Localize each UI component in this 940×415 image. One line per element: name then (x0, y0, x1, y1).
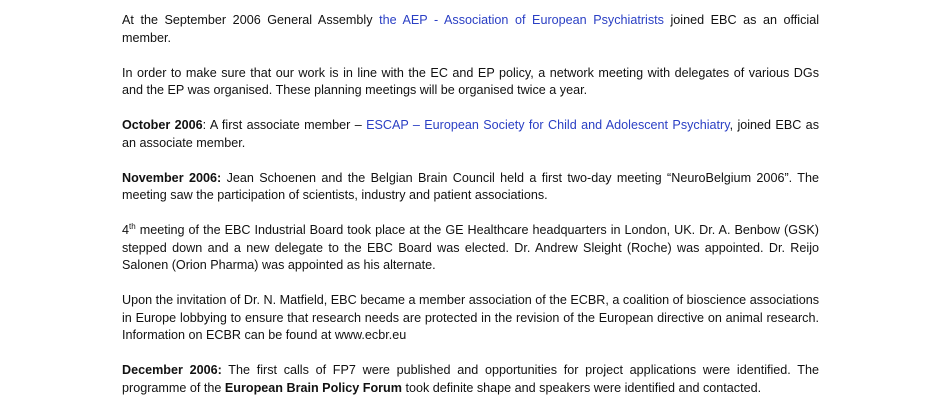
paragraph-text: meeting of the EBC Industrial Board took place at the GE Healthcare headquarters in London, UK. Dr. A. Benbow (GSK) stepped down and a new delegate to the EBC Board was elected. Dr. Andrew Sleight (Roche) was appointed. Dr. Reijo Salonen (Orion Pharma) was appointed as his alternate. (122, 223, 819, 272)
document-body (122, 12, 819, 415)
paragraph-text: : A first associate member – (202, 118, 367, 132)
paragraph-text: At the September 2006 General Assembly (122, 13, 380, 27)
paragraph-december-2006 (122, 362, 819, 397)
paragraph-text: , joined EBC as an associate member. (122, 118, 819, 150)
forum-name: European Brain Policy Forum (224, 380, 402, 395)
paragraph-industrial-board (122, 222, 819, 275)
date-heading: October 2006 (122, 118, 203, 132)
ordinal-number: 4 (122, 223, 130, 237)
paragraph-network-meeting: In order to make sure that our work is in line with the EC and EP policy, a network meeting with delegates of various DGs and the EP was organised. These planning meetings will be organised twice a year. (122, 65, 819, 97)
escap-link[interactable]: ESCAP – European Society for Child and Adolescent Psychiatry (366, 118, 730, 132)
date-heading: December 2006: (122, 363, 222, 377)
ordinal-suffix: th (129, 221, 136, 231)
paragraph-aep-membership (122, 12, 819, 47)
paragraph-october-2006 (122, 117, 819, 152)
paragraph-text: joined EBC as an official member. (122, 13, 820, 45)
paragraph-text: The first calls of FP7 were published and opportunities for project applications were identified. The programme of the (122, 363, 819, 395)
date-heading: November 2006: (122, 170, 222, 185)
paragraph-november-2006 (122, 170, 819, 205)
paragraph-text: took definite shape and speakers were identified and contacted. (401, 380, 762, 395)
aep-link[interactable]: the AEP - Association of European Psychiatrists (379, 13, 664, 27)
paragraph-text: Jean Schoenen and the Belgian Brain Council held a first two-day meeting “NeuroBelgium 2006”. The meeting saw the participation of scientists, industry and patient associations. (122, 170, 819, 202)
paragraph-ecbr: Upon the invitation of Dr. N. Matfield, EBC became a member association of the ECBR, a coalition of bioscience associations in Europe lobbying to ensure that research needs are protected in the revision of the European directive on animal research. Information on ECBR can be found at www.ecbr.eu (122, 293, 819, 342)
